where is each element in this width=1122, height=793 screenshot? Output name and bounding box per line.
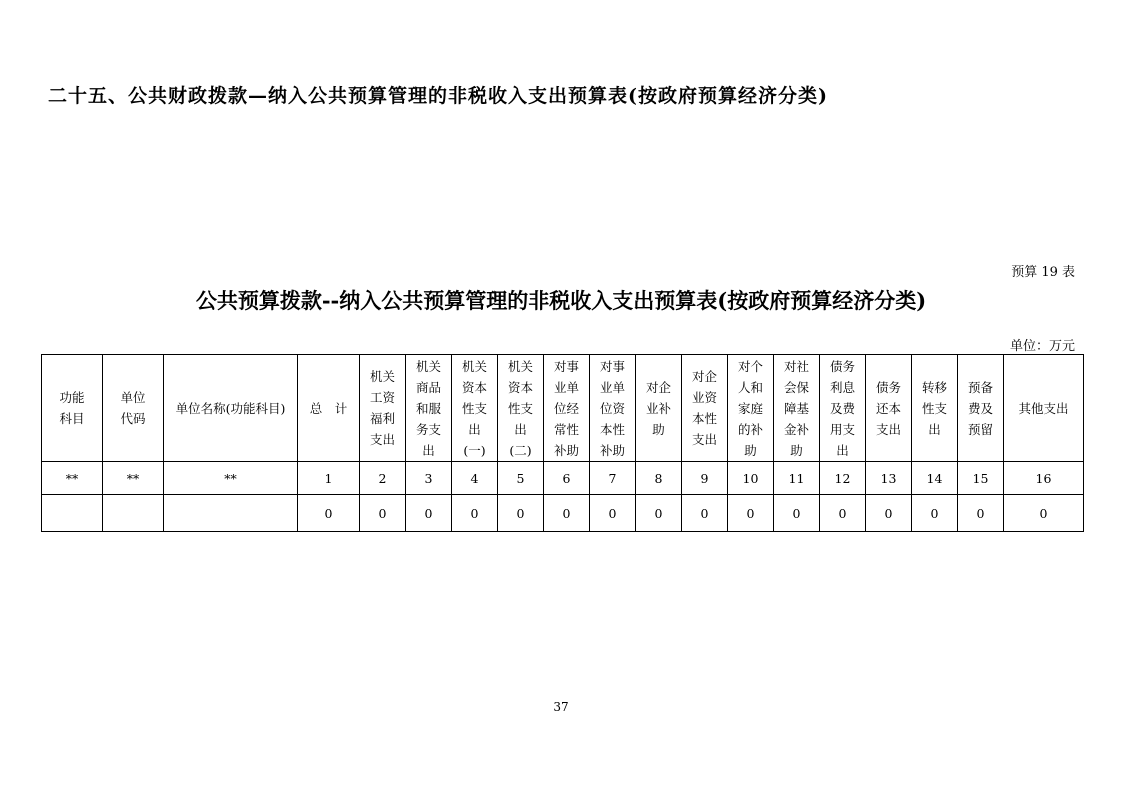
header-c12-label: 债务利息及费用支出 (829, 358, 855, 458)
index-cell: 1 (298, 462, 360, 495)
index-cell: 6 (544, 462, 590, 495)
value-cell: 0 (682, 495, 728, 532)
header-unit-name (164, 355, 298, 462)
index-cell: 5 (498, 462, 544, 495)
index-cell: 10 (728, 462, 774, 495)
value-cell: 0 (728, 495, 774, 532)
value-cell: 0 (636, 495, 682, 532)
header-c16 (1004, 355, 1084, 462)
value-cell: 0 (1004, 495, 1084, 532)
index-cell: 7 (590, 462, 636, 495)
value-cell: 0 (958, 495, 1004, 532)
header-unit-name-label: 单位名称(功能科目) (175, 400, 286, 416)
table-title: 公共预算拨款--纳入公共预算管理的非税收入支出预算表(按政府预算经济分类) (195, 288, 927, 313)
index-cell: ** (103, 462, 164, 495)
header-c7-label: 对事业单位资本性补助 (599, 358, 625, 458)
value-cell: 0 (774, 495, 820, 532)
header-c5 (498, 355, 544, 462)
header-c10 (728, 355, 774, 462)
header-total (298, 355, 360, 462)
header-c14 (912, 355, 958, 462)
value-cell: 0 (820, 495, 866, 532)
index-cell: ** (42, 462, 103, 495)
index-cell: ** (164, 462, 298, 495)
header-c9 (682, 355, 728, 462)
header-c12 (820, 355, 866, 462)
index-cell: 15 (958, 462, 1004, 495)
header-c13 (866, 355, 912, 462)
value-cell (103, 495, 164, 532)
value-cell (42, 495, 103, 532)
value-cell: 0 (360, 495, 406, 532)
index-cell: 13 (866, 462, 912, 495)
header-c11-label: 对社会保障基金补助 (783, 358, 809, 458)
index-cell: 11 (774, 462, 820, 495)
index-cell: 14 (912, 462, 958, 495)
header-c3-label: 机关商品和服务支出 (415, 358, 441, 458)
index-cell: 8 (636, 462, 682, 495)
value-cell: 0 (544, 495, 590, 532)
header-unit-code-label: 单位代码 (120, 390, 146, 426)
header-func (42, 355, 103, 462)
header-c6 (544, 355, 590, 462)
index-row (42, 462, 1084, 495)
header-c10-label: 对个人和家庭的补助 (737, 358, 763, 458)
header-c4 (452, 355, 498, 462)
header-c2-label: 机关工资福利支出 (369, 369, 395, 447)
index-cell: 16 (1004, 462, 1084, 495)
header-total-label: 总 计 (309, 400, 348, 416)
header-unit-code (103, 355, 164, 462)
value-cell: 0 (452, 495, 498, 532)
header-c5-label: 机关资本性支出(二) (507, 358, 533, 458)
header-c9-label: 对企业资本性支出 (691, 369, 717, 447)
value-cell: 0 (406, 495, 452, 532)
table-header-row (42, 355, 1084, 462)
header-c13-label: 债务还本支出 (875, 379, 901, 437)
index-cell: 12 (820, 462, 866, 495)
header-c2 (360, 355, 406, 462)
header-c3 (406, 355, 452, 462)
value-cell: 0 (298, 495, 360, 532)
header-c16-label: 其他支出 (1018, 400, 1069, 416)
header-c7 (590, 355, 636, 462)
header-c11 (774, 355, 820, 462)
unit-label: 单位：万元 (1009, 339, 1075, 354)
value-cell: 0 (912, 495, 958, 532)
budget-table (41, 354, 1084, 532)
index-cell: 3 (406, 462, 452, 495)
form-code: 预算 19 表 (1011, 265, 1075, 280)
header-c8 (636, 355, 682, 462)
page-number: 37 (553, 700, 569, 714)
value-cell: 0 (866, 495, 912, 532)
header-c8-label: 对企业补助 (645, 379, 671, 437)
value-cell: 0 (590, 495, 636, 532)
index-cell: 2 (360, 462, 406, 495)
index-cell: 4 (452, 462, 498, 495)
header-func-label: 功能科目 (59, 390, 85, 426)
header-c4-label: 机关资本性支出(一) (461, 358, 487, 458)
header-c6-label: 对事业单位经常性补助 (553, 358, 579, 458)
header-c14-label: 转移性支出 (921, 379, 947, 437)
index-cell: 9 (682, 462, 728, 495)
section-heading: 二十五、公共财政拨款—纳入公共预算管理的非税收入支出预算表(按政府预算经济分类) (48, 85, 828, 107)
value-cell: 0 (498, 495, 544, 532)
value-cell (164, 495, 298, 532)
header-c15 (958, 355, 1004, 462)
header-c15-label: 预备费及预留 (967, 379, 993, 437)
value-row (42, 495, 1084, 532)
